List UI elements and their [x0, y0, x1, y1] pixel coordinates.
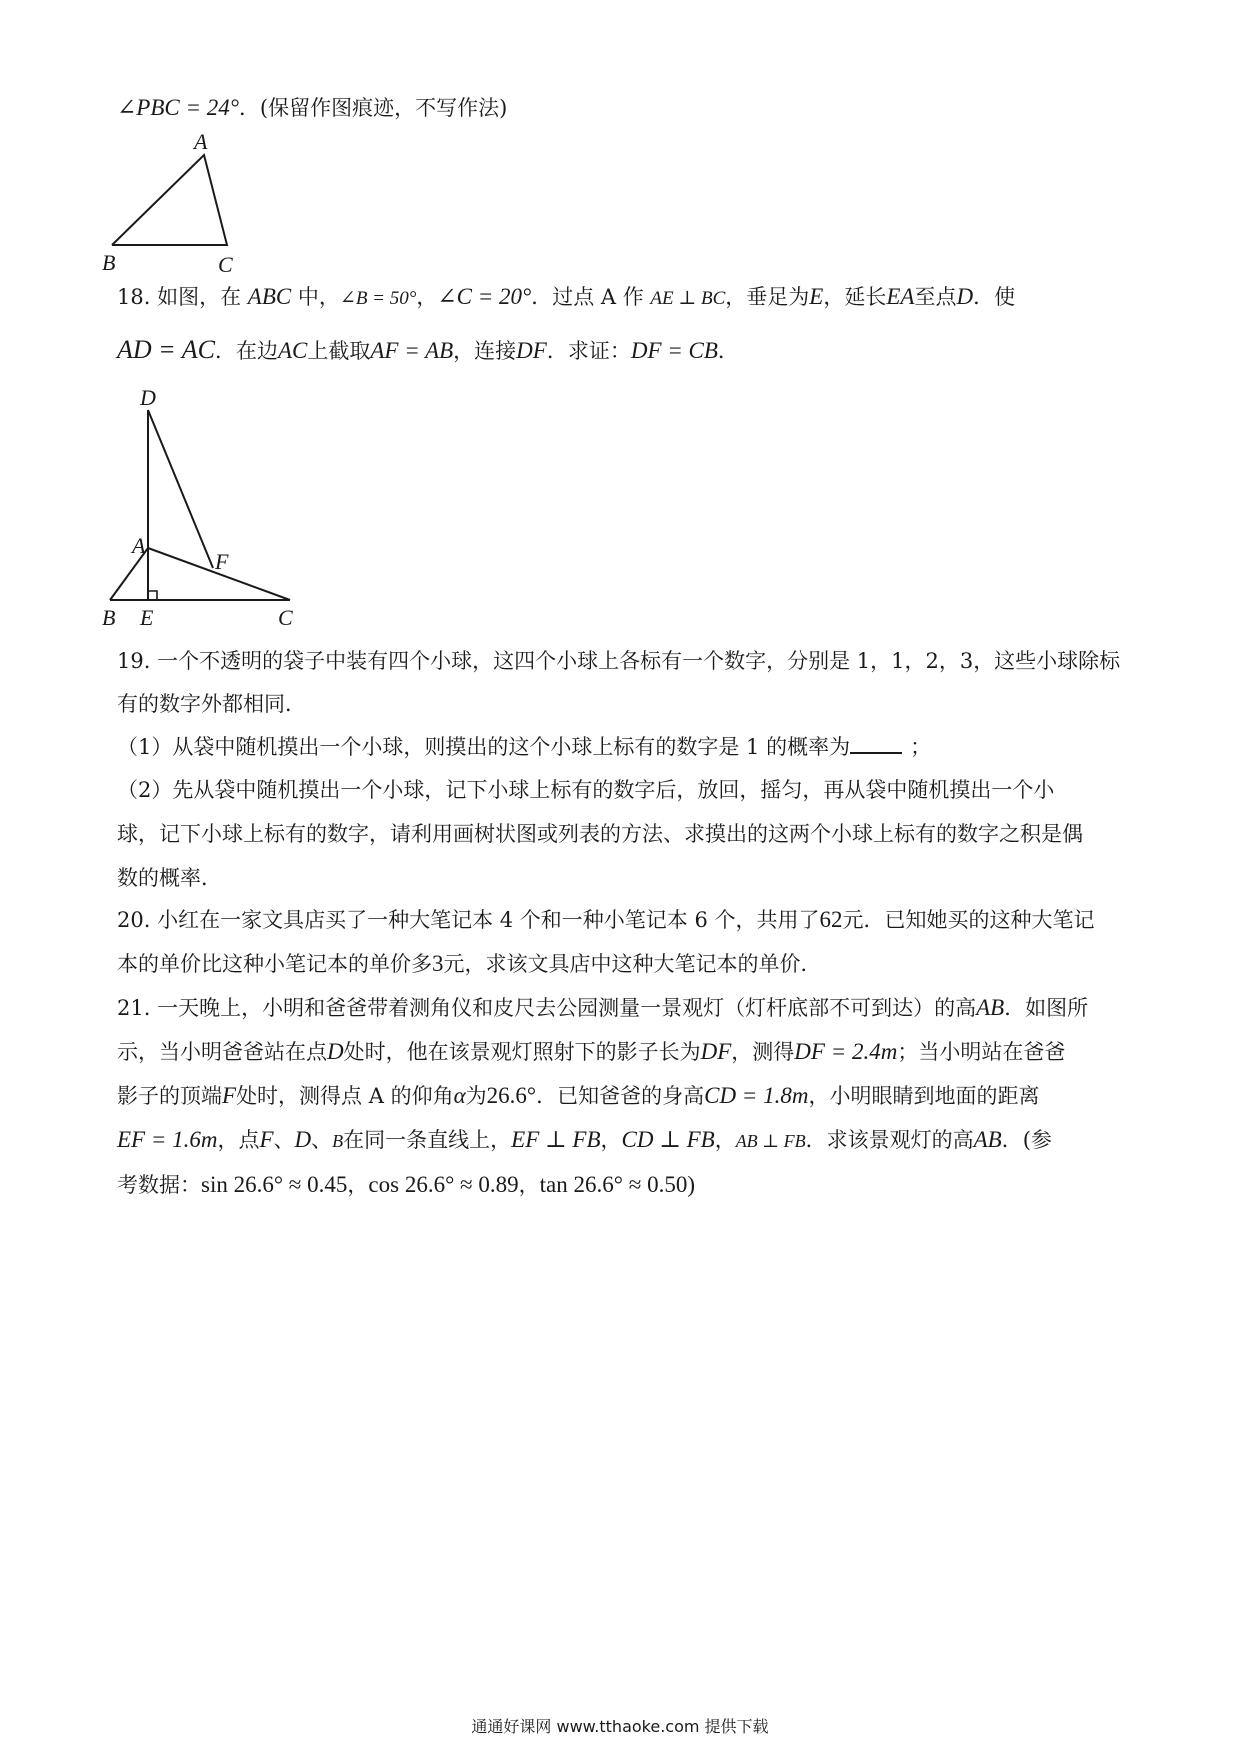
q18-e: E — [809, 284, 824, 309]
right-angle-mark — [148, 591, 157, 600]
q21-line-3 — [117, 1082, 1039, 1110]
q21-text: ；当小明站在爸爸 — [897, 1040, 1066, 1064]
q21-text: 、 — [273, 1128, 295, 1152]
q21-text: ， — [714, 1128, 736, 1152]
q18-line-1 — [117, 283, 1015, 313]
q20-total-amount: 62 — [819, 907, 843, 932]
q19-part-2-line-1: （2）先从袋中随机摸出一个小球，记下小球上标有的数字后，放回，摇匀，再从袋中随机摸出一个小 — [117, 778, 1055, 802]
q19-part-2-line-2: 球，记下小球上标有的数字，请利用画树状图或列表的方法、求摸出的这两个小球上标有的数字之积是偶 — [117, 822, 1083, 846]
q18-line-2 — [117, 336, 739, 365]
label-a: A — [194, 129, 208, 154]
q21-f: F — [222, 1083, 237, 1108]
q20-text: 20. 小红在一家文具店买了一种大笔记本 4 个和一种小笔记本 6 个，共用了 — [117, 908, 820, 932]
q18-df: DF — [516, 338, 547, 363]
label-a: A — [132, 533, 146, 558]
label-e: E — [140, 605, 154, 630]
q18-text: ，连接 — [453, 339, 517, 363]
q18-af-ab: AF = AB — [370, 338, 454, 363]
q21-line-2 — [117, 1038, 1065, 1066]
q21-cd-value: CD = 1.8m — [704, 1083, 809, 1108]
q18-ac: AC — [277, 338, 308, 363]
q21-text: ， — [600, 1128, 622, 1152]
q21-text: 、 — [311, 1128, 333, 1152]
q21-sin-ref: sin 26.6° ≈ 0.45 — [201, 1172, 348, 1197]
answer-blank — [850, 734, 902, 754]
q21-b: B — [332, 1131, 344, 1151]
q20-text: 本的单价比这种小笔记本的单价多 — [117, 952, 432, 976]
q21-text: 示，当小明爸爸站在点 — [117, 1040, 327, 1064]
q21-line-4 — [117, 1126, 1052, 1155]
q17-note: ．(保留作图痕迹，不写作法) — [238, 96, 508, 120]
q21-text: 21. 一天晚上，小明和爸爸带着测角仪和皮尺去公园测量一景观灯（灯杆底部不可到达）的高 — [117, 996, 977, 1020]
q21-text: 考数据： — [117, 1173, 201, 1197]
q21-d: D — [327, 1039, 344, 1064]
label-b: B — [102, 605, 116, 630]
q21-line-5 — [117, 1171, 695, 1199]
q17-tail-line — [117, 94, 507, 122]
label-c: C — [278, 605, 293, 630]
q21-text: ， — [347, 1173, 369, 1197]
q21-df-value: DF = 2.4m — [794, 1039, 898, 1064]
q21-cd-perp: CD ⊥ FB — [621, 1127, 715, 1152]
q21-text: 在同一条直线上， — [343, 1128, 512, 1152]
page-footer: 通通好课网 www.tthaoke.com 提供下载 — [471, 1717, 769, 1736]
q18-text: 上截取 — [307, 339, 371, 363]
triangle-abc-figure — [100, 125, 270, 280]
q21-text: ， — [518, 1173, 540, 1197]
q18-angle-c: ∠C = 20° — [437, 284, 532, 309]
q21-ef-perp: EF ⊥ FB — [511, 1127, 601, 1152]
q18-text: ．过点 A 作 — [531, 285, 644, 309]
q19-line-2: 有的数字外都相同． — [117, 692, 306, 716]
q21-text: 为 — [465, 1084, 487, 1108]
q19-part-2-line-3: 数的概率． — [117, 866, 222, 890]
q21-text: ．求该景观灯的高 — [805, 1128, 974, 1152]
q18-text: ．求证： — [546, 339, 631, 363]
q21-text: ，测得 — [731, 1040, 795, 1064]
q18-text: 至点 — [914, 285, 957, 309]
q18-df-cb: DF = CB — [630, 338, 718, 363]
q19-part-1-text: （1）从袋中随机摸出一个小球，则摸出的这个小球上标有的数字是 1 的概率为 — [117, 735, 851, 759]
q18-text: ，垂足为 — [725, 285, 810, 309]
label-b: B — [102, 250, 116, 275]
q18-ad-ac: AD = AC — [117, 335, 215, 364]
q21-text: 处时，他在该景观灯照射下的影子长为 — [343, 1040, 701, 1064]
q18-angle-b: ∠B = 50° — [339, 288, 417, 309]
q18-ea: EA — [886, 284, 915, 309]
q20-line-2 — [117, 950, 822, 978]
q21-ab: AB — [976, 995, 1005, 1020]
q20-line-1 — [117, 906, 1095, 934]
q21-cos-ref: cos 26.6° ≈ 0.89 — [368, 1172, 519, 1197]
q21-angle: 26.6° — [486, 1083, 537, 1108]
q21-text: ．(参 — [1001, 1128, 1052, 1152]
q21-text: ．如图所 — [1004, 996, 1089, 1020]
q21-f: F — [259, 1127, 274, 1152]
q18-text: ．使 — [973, 285, 1016, 309]
label-f: F — [215, 549, 229, 574]
q21-alpha: α — [453, 1083, 466, 1108]
q21-df: DF — [700, 1039, 732, 1064]
q18-tri: ABC — [247, 284, 292, 309]
q18-num: 18. 如图，在 — [117, 285, 242, 309]
label-d: D — [140, 385, 156, 410]
q18-text: ．在边 — [214, 339, 278, 363]
q20-text: 元，求该文具店中这种大笔记本的单价． — [443, 952, 822, 976]
q21-text: ，小明眼睛到地面的距离 — [808, 1084, 1040, 1108]
q19-part-1 — [117, 733, 931, 761]
q18-text: ， — [416, 285, 438, 309]
q18-text: 中， — [297, 285, 340, 309]
label-c: C — [218, 252, 233, 277]
q20-text: 元．已知她买的这种大笔记 — [842, 908, 1095, 932]
q18-perp: AE ⊥ BC — [650, 288, 726, 309]
q21-ab: AB — [973, 1127, 1002, 1152]
q21-ab-perp: AB ⊥ FB — [735, 1131, 806, 1151]
q21-text: 影子的顶端 — [117, 1084, 222, 1108]
q21-text: 处时，测得点 A 的仰角 — [236, 1084, 454, 1108]
q21-ef-value: EF = 1.6m — [117, 1127, 218, 1152]
q21-text: ，点 — [217, 1128, 260, 1152]
q18-d: D — [956, 284, 974, 309]
q20-price-diff: 3 — [432, 951, 444, 976]
q21-tan-ref: tan 26.6° ≈ 0.50) — [539, 1172, 695, 1197]
segment-df — [148, 410, 213, 568]
q19-part-1-end: ； — [910, 735, 932, 759]
q18-text: ，延长 — [823, 285, 887, 309]
q21-text: ．已知爸爸的身高 — [536, 1084, 705, 1108]
triangle-abc-outline — [112, 155, 227, 245]
q21-line-1 — [117, 994, 1088, 1022]
q18-text: ． — [717, 339, 739, 363]
q19-line-1: 19. 一个不透明的袋子中装有四个小球，这四个小球上各标有一个数字，分别是 1，1，2，3，这些小球除标 — [117, 649, 1121, 673]
angle-expression: ∠PBC = 24° — [117, 95, 239, 120]
q21-d: D — [294, 1127, 312, 1152]
